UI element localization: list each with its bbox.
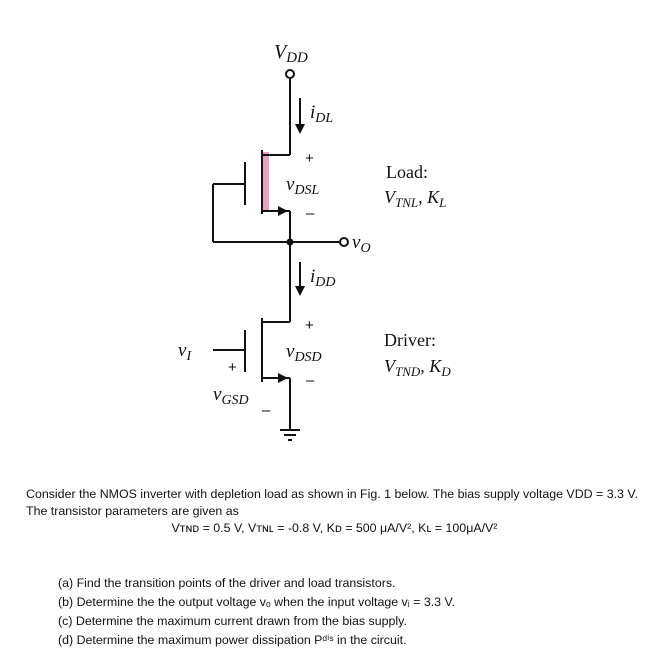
question-a: (a) Find the transition points of the driver and load transistors.: [58, 576, 396, 590]
load-title: Load:: [386, 162, 428, 182]
vdsd-minus: –: [306, 372, 315, 389]
question-b: (b) Determine the the output voltage vₒ when the input voltage vᵢ = 3.3 V.: [58, 595, 456, 609]
idl-arrow-head: [295, 124, 305, 134]
idl-label: $i_{DL}$: [310, 102, 334, 126]
load-params: $V_{TNL}$, $K_L$: [384, 187, 447, 210]
vdsd-plus: +: [305, 317, 314, 334]
vdsd-label: $v_{DSD}$: [286, 341, 322, 365]
question-c: (c) Determine the maximum current drawn from the bias supply.: [58, 614, 407, 628]
vo-terminal: [340, 238, 348, 246]
vgsd-minus: –: [262, 402, 271, 419]
load-depletion-channel: [262, 152, 269, 212]
idd-label: $i_{DD}$: [310, 266, 336, 290]
problem-intro: Consider the NMOS inverter with depletion load as shown in Fig. 1 below. The bias supply voltage VDD = 3.3 V. The transistor parameters are given as: [26, 487, 638, 518]
vi-label: $v_I$: [178, 340, 192, 364]
driver-title: Driver:: [384, 330, 436, 350]
vdd-terminal: [286, 70, 294, 78]
transistor-parameters: Vᴛɴᴅ = 0.5 V, Vᴛɴʟ = -0.8 V, Kᴅ = 500 μA/V², Kʟ = 100μA/V²: [171, 521, 498, 535]
vdd-label: $V_{DD}$: [274, 41, 308, 66]
question-list: [58, 574, 455, 650]
vdsl-label: $v_{DSL}$: [286, 174, 320, 198]
driver-source-arrow: [278, 373, 288, 383]
vgsd-plus: +: [228, 359, 237, 376]
question-d: (d) Determine the maximum power dissipation Pᵈⁱˢ in the circuit.: [58, 633, 407, 647]
output-junction-dot: [287, 239, 294, 246]
driver-params: $V_{TND}$, $K_D$: [384, 356, 451, 379]
vdsl-plus: +: [305, 150, 314, 167]
load-source-arrow: [278, 206, 288, 216]
idd-arrow-head: [295, 286, 305, 296]
vdsl-minus: –: [306, 205, 315, 222]
vgsd-label: $v_{GSD}$: [213, 384, 249, 408]
vo-label: $v_O$: [352, 232, 371, 256]
